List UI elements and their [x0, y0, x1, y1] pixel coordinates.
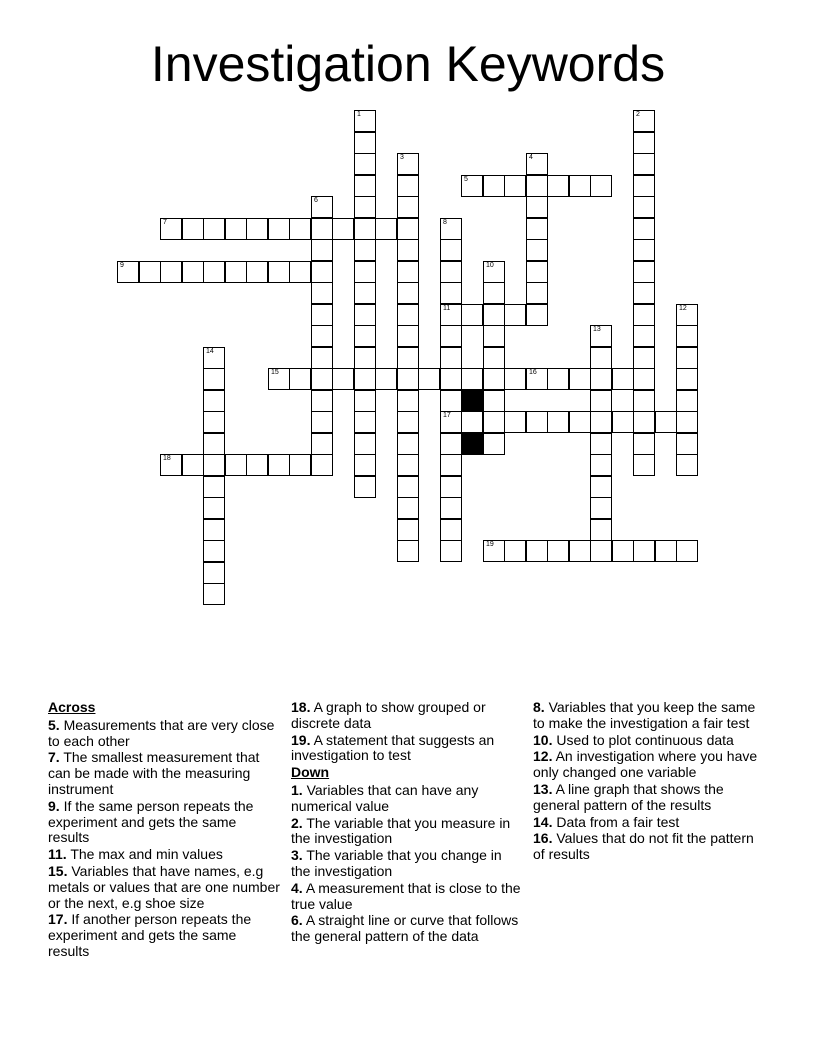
grid-cell[interactable] [311, 261, 333, 283]
grid-cell[interactable] [633, 175, 655, 197]
grid-cell[interactable] [526, 196, 548, 218]
grid-cell[interactable] [676, 433, 698, 455]
clue-number: 13 [593, 326, 601, 333]
clue-number: 17 [443, 412, 451, 419]
clue-number: 11. [48, 846, 67, 863]
grid-cell[interactable] [354, 433, 376, 455]
grid-cell[interactable] [311, 282, 333, 304]
grid-cell[interactable] [633, 239, 655, 261]
clue-number: 8. [533, 699, 545, 715]
grid-cell[interactable] [440, 239, 462, 261]
clue-item [533, 700, 765, 732]
clue-number: 16 [529, 369, 537, 376]
across-clue-list [48, 718, 280, 960]
grid-cell[interactable] [246, 218, 268, 240]
grid-cell[interactable] [633, 540, 655, 562]
clue-number: 13. [533, 780, 553, 797]
grid-cell[interactable] [354, 347, 376, 369]
clue-item [48, 847, 280, 863]
grid-cell[interactable] [246, 261, 268, 283]
clue-text: The max and min values [70, 846, 223, 863]
grid-cell[interactable] [440, 390, 462, 412]
grid-cell[interactable] [354, 218, 376, 240]
grid-cell[interactable] [483, 390, 505, 412]
grid-cell[interactable] [397, 175, 419, 197]
clue-item [291, 913, 523, 945]
grid-cell[interactable] [203, 218, 225, 240]
grid-cell[interactable] [483, 304, 505, 326]
grid-cell[interactable] [354, 239, 376, 261]
grid-cell[interactable] [590, 497, 612, 519]
grid-cell[interactable] [590, 519, 612, 541]
clue-number: 16. [533, 830, 553, 847]
grid-cell[interactable] [203, 562, 225, 584]
grid-cell[interactable] [182, 454, 204, 476]
grid-cell[interactable] [203, 519, 225, 541]
grid-cell[interactable] [354, 261, 376, 283]
grid-cell[interactable] [225, 261, 247, 283]
clue-item [291, 848, 523, 880]
clue-text: Variables that can have any numerical value [291, 781, 479, 814]
down-clue-list [291, 783, 523, 945]
grid-cell[interactable] [397, 519, 419, 541]
clue-item [533, 831, 765, 863]
grid-cell[interactable] [590, 411, 612, 433]
grid-cell[interactable] [633, 261, 655, 283]
grid-cell[interactable] [397, 540, 419, 562]
grid-cell[interactable] [354, 390, 376, 412]
grid-cell[interactable] [354, 110, 376, 132]
grid-cell[interactable] [289, 368, 311, 390]
grid-cell[interactable] [526, 153, 548, 175]
clue-item [291, 700, 523, 732]
grid-cell[interactable] [139, 261, 161, 283]
grid-cell[interactable] [483, 325, 505, 347]
grid-cell[interactable] [461, 175, 483, 197]
clue-number: 14. [533, 813, 553, 830]
clue-number: 15 [271, 369, 279, 376]
grid-cell[interactable] [397, 368, 419, 390]
grid-cell[interactable] [354, 454, 376, 476]
grid-cell[interactable] [569, 540, 591, 562]
clue-text: Variables that you keep the same to make the investigation a fair test [533, 699, 756, 731]
clue-item [291, 733, 523, 765]
clue-text: Used to plot continuous data [556, 731, 734, 748]
blocked-cell [461, 390, 483, 412]
grid-cell[interactable] [397, 454, 419, 476]
grid-cell[interactable] [590, 175, 612, 197]
grid-cell[interactable] [225, 454, 247, 476]
grid-cell[interactable] [483, 411, 505, 433]
grid-cell[interactable] [612, 411, 634, 433]
across-heading: Across [48, 699, 96, 715]
grid-cell[interactable] [311, 454, 333, 476]
clue-number: 15. [48, 862, 68, 879]
grid-cell[interactable] [440, 540, 462, 562]
clue-text: Measurements that are very close to each other [48, 716, 275, 749]
grid-cell[interactable] [676, 304, 698, 326]
grid-cell[interactable] [397, 476, 419, 498]
clue-number: 6 [314, 197, 318, 204]
grid-cell[interactable] [203, 433, 225, 455]
grid-cell[interactable] [633, 411, 655, 433]
grid-cell[interactable] [676, 411, 698, 433]
clue-number: 1. [291, 781, 303, 798]
grid-cell[interactable] [483, 368, 505, 390]
clue-text: Values that do not fit the pattern of results [533, 830, 754, 863]
clue-text: The smallest measurement that can be made with the measuring instrument [48, 749, 260, 797]
grid-cell[interactable] [633, 347, 655, 369]
grid-cell[interactable] [633, 196, 655, 218]
grid-cell[interactable] [354, 325, 376, 347]
clue-number: 19. [291, 731, 311, 748]
clues-column-1 [48, 700, 280, 961]
grid-cell[interactable] [440, 368, 462, 390]
grid-cell[interactable] [569, 411, 591, 433]
grid-cell[interactable] [504, 304, 526, 326]
grid-cell[interactable] [354, 476, 376, 498]
grid-cell[interactable] [590, 325, 612, 347]
grid-cell[interactable] [590, 368, 612, 390]
grid-cell[interactable] [440, 347, 462, 369]
grid-cell[interactable] [547, 175, 569, 197]
grid-cell[interactable] [203, 454, 225, 476]
clues-column-3 [533, 700, 765, 864]
clue-number: 14 [206, 348, 214, 355]
grid-cell[interactable] [526, 540, 548, 562]
grid-cell[interactable] [676, 347, 698, 369]
grid-cell[interactable] [397, 239, 419, 261]
grid-cell[interactable] [311, 390, 333, 412]
grid-cell[interactable] [590, 454, 612, 476]
clue-number: 2. [291, 814, 303, 831]
grid-cell[interactable] [590, 540, 612, 562]
grid-cell[interactable] [354, 132, 376, 154]
grid-cell[interactable] [440, 454, 462, 476]
clue-number: 3. [291, 847, 303, 864]
clue-number: 6. [291, 912, 303, 929]
grid-cell[interactable] [483, 261, 505, 283]
grid-cell[interactable] [160, 261, 182, 283]
grid-cell[interactable] [203, 540, 225, 562]
grid-cell[interactable] [483, 433, 505, 455]
clue-text: Data from a fair test [556, 813, 680, 830]
grid-cell[interactable] [246, 454, 268, 476]
grid-cell[interactable] [397, 153, 419, 175]
grid-cell[interactable] [354, 282, 376, 304]
clue-text: The variable that you measure in the investigation [291, 814, 511, 847]
clue-number: 17. [48, 911, 68, 928]
grid-cell[interactable] [418, 368, 440, 390]
grid-cell[interactable] [590, 390, 612, 412]
clue-number: 8 [443, 219, 447, 226]
grid-cell[interactable] [397, 282, 419, 304]
grid-cell[interactable] [311, 304, 333, 326]
grid-cell[interactable] [633, 454, 655, 476]
clue-text: Variables that have names, e.g metals or values that are one number or the next, e.g shoe size [48, 862, 280, 911]
clue-item [48, 750, 280, 797]
grid-cell[interactable] [612, 368, 634, 390]
grid-cell[interactable] [311, 347, 333, 369]
blocked-cell [461, 433, 483, 455]
grid-cell[interactable] [676, 325, 698, 347]
grid-cell[interactable] [203, 390, 225, 412]
grid-cell[interactable] [397, 347, 419, 369]
grid-cell[interactable] [440, 433, 462, 455]
clue-number: 18 [163, 455, 171, 462]
grid-cell[interactable] [182, 218, 204, 240]
grid-cell[interactable] [354, 411, 376, 433]
grid-cell[interactable] [311, 218, 333, 240]
clue-number: 11 [443, 305, 451, 312]
clue-number: 4. [291, 879, 303, 896]
grid-cell[interactable] [590, 476, 612, 498]
clue-text: An investigation where you have only changed one variable [533, 748, 758, 781]
grid-cell[interactable] [483, 347, 505, 369]
grid-cell[interactable] [440, 497, 462, 519]
grid-cell[interactable] [547, 411, 569, 433]
grid-cell[interactable] [289, 454, 311, 476]
grid-cell[interactable] [160, 218, 182, 240]
grid-cell[interactable] [676, 540, 698, 562]
grid-cell[interactable] [225, 218, 247, 240]
grid-cell[interactable] [633, 390, 655, 412]
grid-cell[interactable] [633, 153, 655, 175]
down-clue-list-continued [533, 700, 765, 863]
grid-cell[interactable] [633, 132, 655, 154]
clue-number: 10 [486, 262, 494, 269]
grid-cell[interactable] [397, 497, 419, 519]
grid-cell[interactable] [483, 175, 505, 197]
grid-cell[interactable] [440, 476, 462, 498]
clue-number: 5 [464, 176, 468, 183]
clue-text: A straight line or curve that follows the general pattern of the data [291, 912, 519, 945]
grid-cell[interactable] [332, 368, 354, 390]
grid-cell[interactable] [526, 239, 548, 261]
grid-cell[interactable] [633, 218, 655, 240]
grid-cell[interactable] [397, 390, 419, 412]
grid-cell[interactable] [633, 304, 655, 326]
grid-cell[interactable] [569, 368, 591, 390]
grid-cell[interactable] [375, 368, 397, 390]
clue-number: 12 [679, 305, 687, 312]
grid-cell[interactable] [397, 304, 419, 326]
grid-cell[interactable] [526, 282, 548, 304]
grid-cell[interactable] [569, 175, 591, 197]
grid-cell[interactable] [289, 261, 311, 283]
grid-cell[interactable] [397, 261, 419, 283]
clue-number: 1 [357, 111, 361, 118]
grid-cell[interactable] [203, 476, 225, 498]
clue-text: If the same person repeats the experiment and gets the same results [48, 797, 254, 846]
clue-number: 18. [291, 699, 311, 715]
grid-cell[interactable] [504, 175, 526, 197]
grid-cell[interactable] [440, 411, 462, 433]
grid-cell[interactable] [397, 325, 419, 347]
grid-cell[interactable] [397, 411, 419, 433]
grid-cell[interactable] [461, 304, 483, 326]
grid-cell[interactable] [203, 497, 225, 519]
grid-cell[interactable] [440, 282, 462, 304]
grid-cell[interactable] [547, 368, 569, 390]
grid-cell[interactable] [676, 454, 698, 476]
grid-cell[interactable] [440, 325, 462, 347]
grid-cell[interactable] [504, 368, 526, 390]
grid-cell[interactable] [311, 239, 333, 261]
grid-cell[interactable] [268, 218, 290, 240]
clue-text: A line graph that shows the general pattern of the results [533, 780, 724, 813]
clue-item [291, 816, 523, 848]
clue-number: 9. [48, 797, 60, 814]
clue-item [291, 783, 523, 815]
clue-number: 7 [163, 219, 167, 226]
grid-cell[interactable] [483, 540, 505, 562]
grid-cell[interactable] [354, 196, 376, 218]
grid-cell[interactable] [117, 261, 139, 283]
grid-cell[interactable] [203, 411, 225, 433]
clue-item [48, 912, 280, 959]
clue-number: 3 [400, 154, 404, 161]
grid-cell[interactable] [504, 411, 526, 433]
across-clue-list-continued [291, 700, 523, 764]
clue-number: 10. [533, 731, 553, 748]
clue-item [533, 815, 765, 831]
page-title: Investigation Keywords [150, 36, 666, 92]
clue-number: 2 [636, 111, 640, 118]
grid-cell[interactable] [633, 282, 655, 304]
grid-cell[interactable] [397, 218, 419, 240]
clues-column-2 [291, 700, 523, 946]
grid-cell[interactable] [676, 368, 698, 390]
clue-number: 12. [533, 748, 553, 765]
clue-text: The variable that you change in the investigation [291, 847, 502, 879]
clue-text: If another person repeats the experiment and gets the same results [48, 911, 252, 959]
grid-cell[interactable] [354, 175, 376, 197]
grid-cell[interactable] [526, 261, 548, 283]
grid-cell[interactable] [440, 304, 462, 326]
grid-cell[interactable] [311, 411, 333, 433]
clue-number: 7. [48, 749, 60, 766]
grid-cell[interactable] [332, 218, 354, 240]
clue-number: 5. [48, 716, 60, 733]
grid-cell[interactable] [203, 261, 225, 283]
grid-cell[interactable] [461, 411, 483, 433]
grid-cell[interactable] [182, 261, 204, 283]
grid-cell[interactable] [612, 540, 634, 562]
clue-item [48, 799, 280, 846]
grid-cell[interactable] [590, 347, 612, 369]
grid-cell[interactable] [268, 454, 290, 476]
grid-cell[interactable] [633, 368, 655, 390]
clue-item [291, 881, 523, 913]
grid-cell[interactable] [397, 433, 419, 455]
clue-item [48, 864, 280, 911]
clue-text: A statement that suggests an investigation to test [291, 731, 495, 764]
grid-cell[interactable] [311, 433, 333, 455]
clue-text: A measurement that is close to the true value [291, 879, 521, 912]
grid-cell[interactable] [311, 368, 333, 390]
grid-cell[interactable] [203, 583, 225, 605]
grid-cell[interactable] [203, 347, 225, 369]
grid-cell[interactable] [289, 218, 311, 240]
clue-number: 9 [120, 262, 124, 269]
clue-item [48, 718, 280, 750]
grid-cell[interactable] [655, 411, 677, 433]
grid-cell[interactable] [203, 368, 225, 390]
grid-cell[interactable] [526, 368, 548, 390]
grid-cell[interactable] [633, 325, 655, 347]
grid-cell[interactable] [526, 218, 548, 240]
grid-cell[interactable] [655, 540, 677, 562]
grid-cell[interactable] [440, 218, 462, 240]
grid-cell[interactable] [354, 153, 376, 175]
down-heading: Down [291, 764, 330, 781]
grid-cell[interactable] [483, 282, 505, 304]
clue-item [533, 782, 765, 814]
grid-cell[interactable] [160, 454, 182, 476]
grid-cell[interactable] [440, 519, 462, 541]
grid-cell[interactable] [504, 540, 526, 562]
clue-number: 19 [486, 541, 494, 548]
grid-cell[interactable] [526, 304, 548, 326]
grid-cell[interactable] [397, 196, 419, 218]
clue-item [533, 749, 765, 781]
grid-cell[interactable] [461, 368, 483, 390]
clue-text: A graph to show grouped or discrete data [291, 699, 486, 731]
grid-cell[interactable] [547, 540, 569, 562]
grid-cell[interactable] [311, 196, 333, 218]
grid-cell[interactable] [440, 261, 462, 283]
grid-cell[interactable] [590, 433, 612, 455]
grid-cell[interactable] [633, 110, 655, 132]
grid-cell[interactable] [268, 368, 290, 390]
clue-item [533, 733, 765, 749]
grid-cell[interactable] [375, 218, 397, 240]
grid-cell[interactable] [526, 411, 548, 433]
clue-number: 4 [529, 154, 533, 161]
grid-cell[interactable] [526, 175, 548, 197]
grid-cell[interactable] [268, 261, 290, 283]
grid-cell[interactable] [676, 390, 698, 412]
grid-cell[interactable] [354, 304, 376, 326]
grid-cell[interactable] [354, 368, 376, 390]
grid-cell[interactable] [633, 433, 655, 455]
grid-cell[interactable] [311, 325, 333, 347]
